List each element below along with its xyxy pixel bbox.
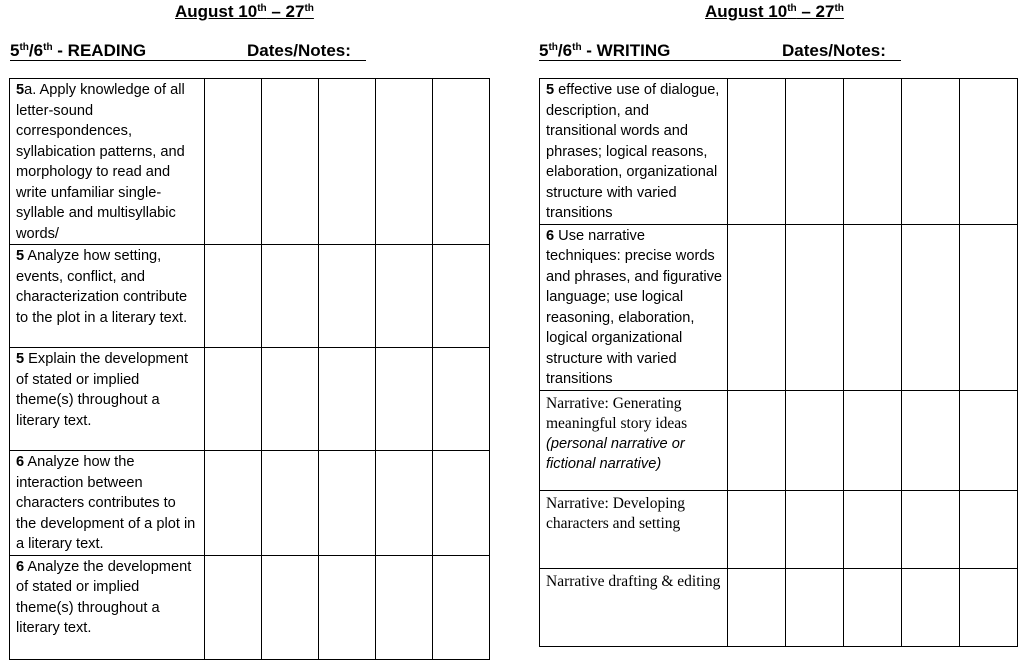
notes-cell[interactable] xyxy=(376,348,433,451)
notes-cell[interactable] xyxy=(319,555,376,659)
writing-standard-cell: Narrative drafting & editing xyxy=(540,568,728,646)
writing-subject-title: 5th/6th - WRITING xyxy=(539,41,671,60)
notes-cell[interactable] xyxy=(844,568,902,646)
notes-cell[interactable] xyxy=(902,490,960,568)
notes-cell[interactable] xyxy=(728,490,786,568)
table-row xyxy=(540,390,1018,490)
notes-cell[interactable] xyxy=(262,555,319,659)
notes-cell[interactable] xyxy=(205,245,262,348)
notes-cell[interactable] xyxy=(319,245,376,348)
reading-standards-table xyxy=(9,78,490,660)
notes-cell[interactable] xyxy=(376,79,433,245)
notes-cell[interactable] xyxy=(376,451,433,556)
notes-cell[interactable] xyxy=(433,348,490,451)
writing-standard-cell: 6 Use narrative techniques: precise words and phrases, and figurative language; use logical reasoning, elaboration, logical organizational structure with varied transitions xyxy=(540,224,728,390)
notes-cell[interactable] xyxy=(786,390,844,490)
notes-cell[interactable] xyxy=(902,224,960,390)
table-row xyxy=(10,79,490,245)
notes-cell[interactable] xyxy=(960,224,1018,390)
writing-standard-cell: 5 effective use of dialogue, description, and transitional words and phrases; logical reasons, elaboration, organizational structure with varied transitions xyxy=(540,79,728,225)
writing-standards-table xyxy=(539,78,1018,647)
notes-cell[interactable] xyxy=(433,451,490,556)
table-row xyxy=(540,568,1018,646)
notes-cell[interactable] xyxy=(376,245,433,348)
notes-cell[interactable] xyxy=(960,390,1018,490)
notes-cell[interactable] xyxy=(786,568,844,646)
notes-cell[interactable] xyxy=(902,79,960,225)
notes-cell[interactable] xyxy=(433,245,490,348)
notes-cell[interactable] xyxy=(319,79,376,245)
notes-cell[interactable] xyxy=(844,390,902,490)
writing-date-range: August 10th – 27th xyxy=(705,2,844,21)
notes-cell[interactable] xyxy=(728,79,786,225)
notes-cell[interactable] xyxy=(205,555,262,659)
table-row xyxy=(10,348,490,451)
writing-notes-label: Dates/Notes: xyxy=(782,41,886,60)
reading-date-range: August 10th – 27th xyxy=(175,2,314,21)
notes-cell[interactable] xyxy=(262,451,319,556)
reading-standard-cell: 5 Analyze how setting, events, conflict, and characterization contribute to the plot in a literary text. xyxy=(10,245,205,348)
reading-standard-cell: 6 Analyze the development of stated or implied theme(s) throughout a literary text. xyxy=(10,555,205,659)
notes-cell[interactable] xyxy=(433,555,490,659)
table-row xyxy=(540,79,1018,225)
notes-cell[interactable] xyxy=(319,348,376,451)
reading-subject-title: 5th/6th - READING xyxy=(10,41,147,60)
notes-cell[interactable] xyxy=(728,224,786,390)
reading-standard-cell: 5a. Apply knowledge of all letter-sound correspondences, syllabication patterns, and morphology to read and write unfamiliar single-syllable and multisyllabic words/ xyxy=(10,79,205,245)
table-row xyxy=(540,490,1018,568)
table-row xyxy=(10,451,490,556)
notes-cell[interactable] xyxy=(902,568,960,646)
writing-header-rule xyxy=(539,60,901,61)
table-row xyxy=(540,224,1018,390)
notes-cell[interactable] xyxy=(728,390,786,490)
notes-cell[interactable] xyxy=(262,79,319,245)
writing-standard-cell: Narrative: Generating meaningful story ideas (personal narrative or fictional narrative) xyxy=(540,390,728,490)
reading-notes-label: Dates/Notes: xyxy=(247,41,351,60)
table-row xyxy=(10,245,490,348)
notes-cell[interactable] xyxy=(205,79,262,245)
notes-cell[interactable] xyxy=(960,490,1018,568)
reading-standard-cell: 5 Explain the development of stated or implied theme(s) throughout a literary text. xyxy=(10,348,205,451)
notes-cell[interactable] xyxy=(786,79,844,225)
notes-cell[interactable] xyxy=(786,224,844,390)
notes-cell[interactable] xyxy=(205,451,262,556)
reading-standard-cell: 6 Analyze how the interaction between characters contributes to the development of a plot in a literary text. xyxy=(10,451,205,556)
notes-cell[interactable] xyxy=(262,245,319,348)
notes-cell[interactable] xyxy=(262,348,319,451)
notes-cell[interactable] xyxy=(433,79,490,245)
notes-cell[interactable] xyxy=(844,79,902,225)
notes-cell[interactable] xyxy=(844,490,902,568)
notes-cell[interactable] xyxy=(376,555,433,659)
table-row xyxy=(10,555,490,659)
notes-cell[interactable] xyxy=(205,348,262,451)
notes-cell[interactable] xyxy=(960,568,1018,646)
notes-cell[interactable] xyxy=(902,390,960,490)
notes-cell[interactable] xyxy=(728,568,786,646)
notes-cell[interactable] xyxy=(844,224,902,390)
notes-cell[interactable] xyxy=(319,451,376,556)
notes-cell[interactable] xyxy=(960,79,1018,225)
notes-cell[interactable] xyxy=(786,490,844,568)
reading-header-rule xyxy=(10,60,366,61)
writing-standard-cell: Narrative: Developing characters and setting xyxy=(540,490,728,568)
